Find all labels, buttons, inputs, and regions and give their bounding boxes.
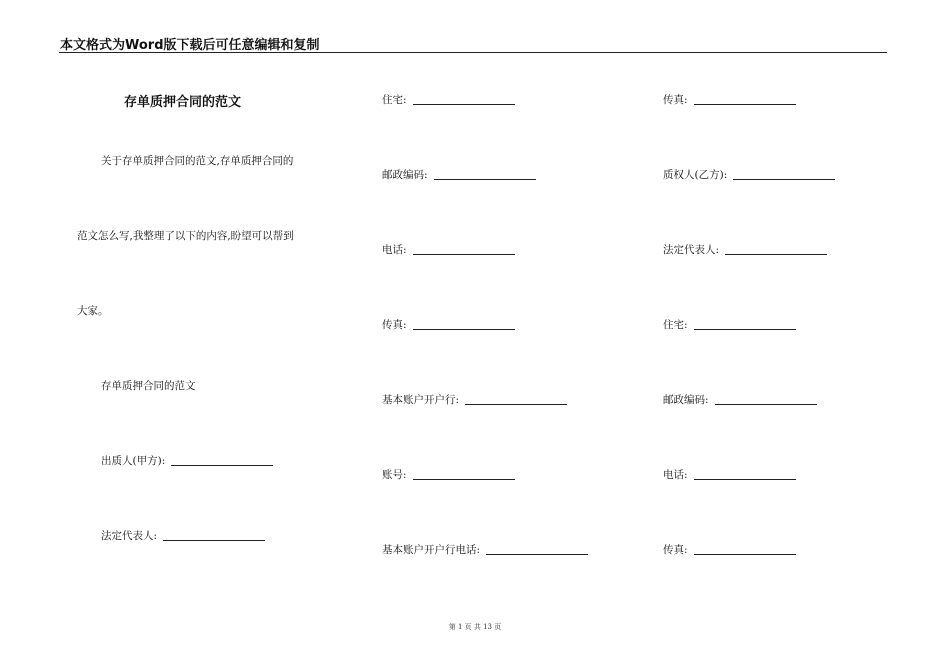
fill-in-blank (171, 465, 273, 466)
fill-in-blank (413, 254, 515, 255)
fill-in-blank (163, 540, 265, 541)
field-label: 基本账户开户行电话: (382, 544, 481, 556)
field-label: 邮政编码: (382, 169, 428, 181)
fill-in-blank (413, 104, 515, 105)
legal-rep-field (101, 528, 265, 543)
pledgee-field (663, 167, 835, 182)
intro-line-1: 关于存单质押合同的范文,存单质押合同的 (101, 155, 294, 167)
fax-field (663, 92, 796, 107)
fill-in-blank (413, 479, 515, 480)
fill-in-blank (694, 479, 796, 480)
postal-code-field (663, 392, 817, 407)
field-label: 传真: (663, 544, 688, 556)
address-field (382, 92, 515, 107)
field-label: 住宅: (382, 94, 407, 106)
header-rule (59, 52, 887, 53)
field-label: 基本账户开户行: (382, 394, 460, 406)
field-label: 电话: (663, 469, 688, 481)
fill-in-blank (434, 179, 536, 180)
field-label: 邮政编码: (663, 394, 709, 406)
bank-phone-field (382, 542, 588, 557)
fill-in-blank (694, 329, 796, 330)
fill-in-blank (486, 554, 588, 555)
fill-in-blank (694, 104, 796, 105)
intro-line-2: 范文怎么写,我整理了以下的内容,盼望可以帮到 (77, 230, 294, 242)
field-label: 质权人(乙方): (663, 169, 728, 181)
fill-in-blank (413, 329, 515, 330)
field-label: 住宅: (663, 319, 688, 331)
phone-field (382, 242, 515, 257)
fill-in-blank (465, 404, 567, 405)
field-label: 出质人(甲方): (101, 455, 166, 467)
fill-in-blank (694, 554, 796, 555)
pledgor-field (101, 453, 273, 468)
fill-in-blank (715, 404, 817, 405)
section-subtitle: 存单质押合同的范文 (101, 380, 196, 392)
field-label: 传真: (663, 94, 688, 106)
fill-in-blank (725, 254, 827, 255)
field-label: 法定代表人: (663, 244, 720, 256)
field-label: 传真: (382, 319, 407, 331)
page-footer: 第 1 页 共 13 页 (448, 623, 502, 631)
page-header: 本文格式为Word版下载后可任意编辑和复制 (60, 38, 320, 53)
postal-code-field (382, 167, 536, 182)
phone-field (663, 467, 796, 482)
field-label: 法定代表人: (101, 530, 158, 542)
document-title: 存单质押合同的范文 (124, 95, 242, 110)
fax-field (382, 317, 515, 332)
address-field (663, 317, 796, 332)
field-label: 账号: (382, 469, 407, 481)
account-field (382, 467, 515, 482)
legal-rep-field (663, 242, 827, 257)
field-label: 电话: (382, 244, 407, 256)
intro-line-3: 大家。 (77, 305, 109, 317)
fill-in-blank (733, 179, 835, 180)
bank-field (382, 392, 567, 407)
fax-field (663, 542, 796, 557)
